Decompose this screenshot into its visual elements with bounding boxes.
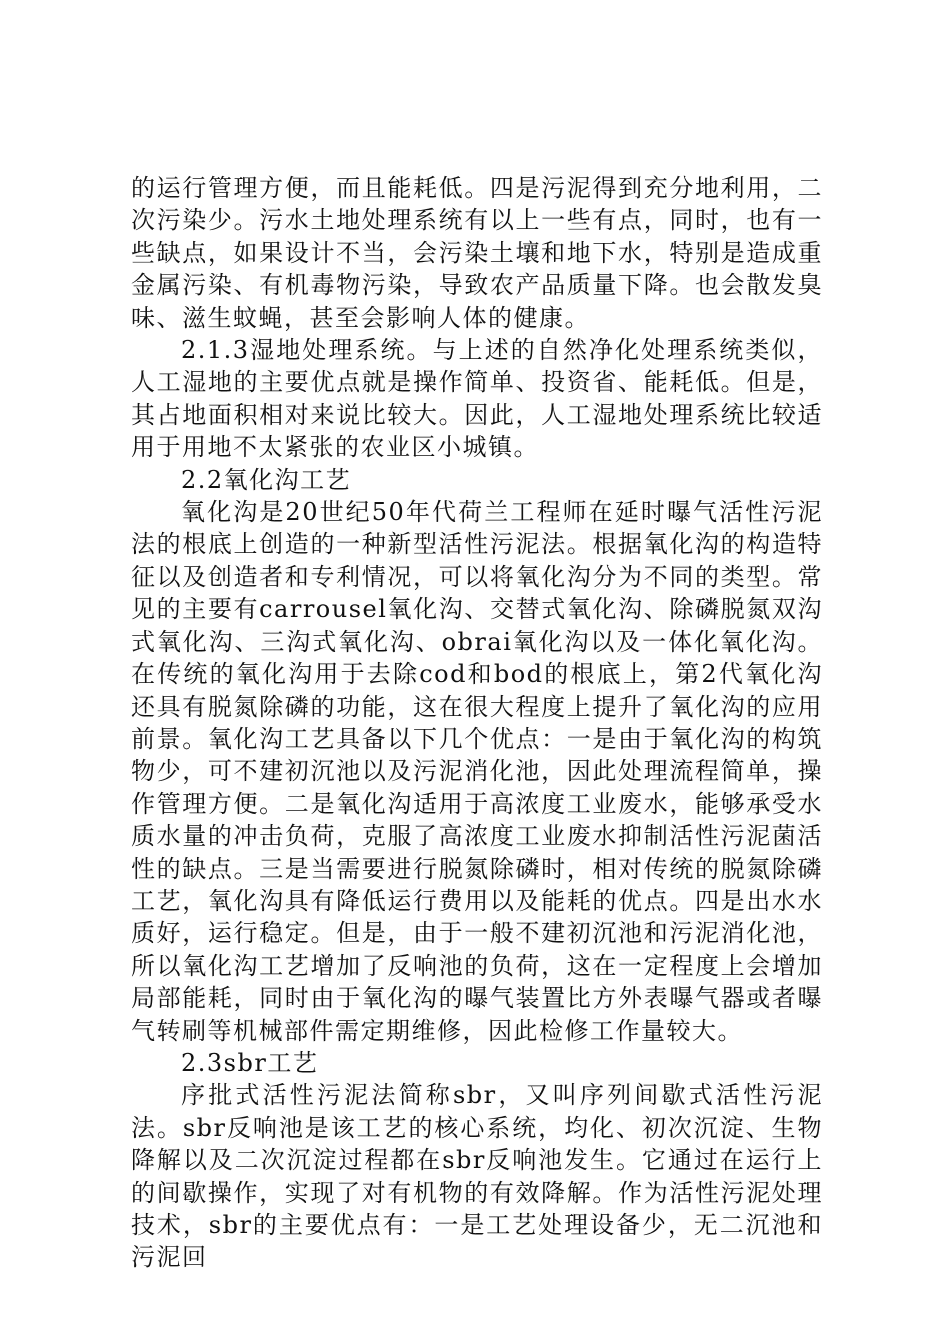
- document-page: [131, 172, 823, 1274]
- paragraph-land-treatment-cont: 的运行管理方便，而且能耗低。四是污泥得到充分地利用，二次污染少。污水土地处理系统有以上一些有点，同时，也有一些缺点，如果设计不当，会污染土壤和地下水，特别是造成重金属污染、有机毒物污染，导致农产品质量下降。也会散发臭味、滋生蚊蝇，甚至会影响人体的健康。: [131, 174, 823, 332]
- paragraph-oxidation-ditch: 氧化沟是20世纪50年代荷兰工程师在延时曝气活性污泥法的根底上创造的一种新型活性污泥法。根据氧化沟的构造特征以及创造者和专利情况，可以将氧化沟分为不同的类型。常见的主要有carrousel氧化沟、交替式氧化沟、除磷脱氮双沟式氧化沟、三沟式氧化沟、obrai氧化沟以及一体化氧化沟。在传统的氧化沟用于去除cod和bod的根底上，第2代氧化沟还具有脱氮除磷的功能，这在很大程度上提升了氧化沟的应用前景。氧化沟工艺具备以下几个优点：一是由于氧化沟的构筑物少，可不建初沉池以及污泥消化池，因此处理流程简单，操作管理方便。二是氧化沟适用于高浓度工业废水，能够承受水质水量的冲击负荷，克服了高浓度工业废水抑制活性污泥菌活性的缺点。三是当需要进行脱氮除磷时，相对传统的脱氮除磷工艺，氧化沟具有降低运行费用以及能耗的优点。四是出水水质好，运行稳定。但是，由于一般不建初沉池和污泥消化池，所以氧化沟工艺增加了反响池的负荷，这在一定程度上会增加局部能耗，同时由于氧化沟的曝气装置比方外表曝气器或者曝气转刷等机械部件需定期维修，因此检修工作量较大。: [131, 498, 823, 1045]
- paragraph-sbr: 序批式活性污泥法简称sbr，又叫序列间歇式活性污泥法。sbr反响池是该工艺的核心系统，均化、初次沉淀、生物降解以及二次沉淀过程都在sbr反响池发生。它通过在运行上的间歇操作，实现了对有机物的有效降解。作为活性污泥处理技术，sbr的主要优点有：一是工艺处理设备少，无二沉池和污泥回: [131, 1081, 823, 1272]
- heading-oxidation-ditch: 2.2氧化沟工艺: [181, 465, 352, 494]
- heading-sbr: 2.3sbr工艺: [181, 1048, 319, 1077]
- paragraph-wetland-system: 2.1.3湿地处理系统。与上述的自然净化处理系统类似，人工湿地的主要优点就是操作简单、投资省、能耗低。但是，其占地面积相对来说比较大。因此，人工湿地处理系统比较适用于用地不太紧张的农业区小城镇。: [131, 336, 823, 462]
